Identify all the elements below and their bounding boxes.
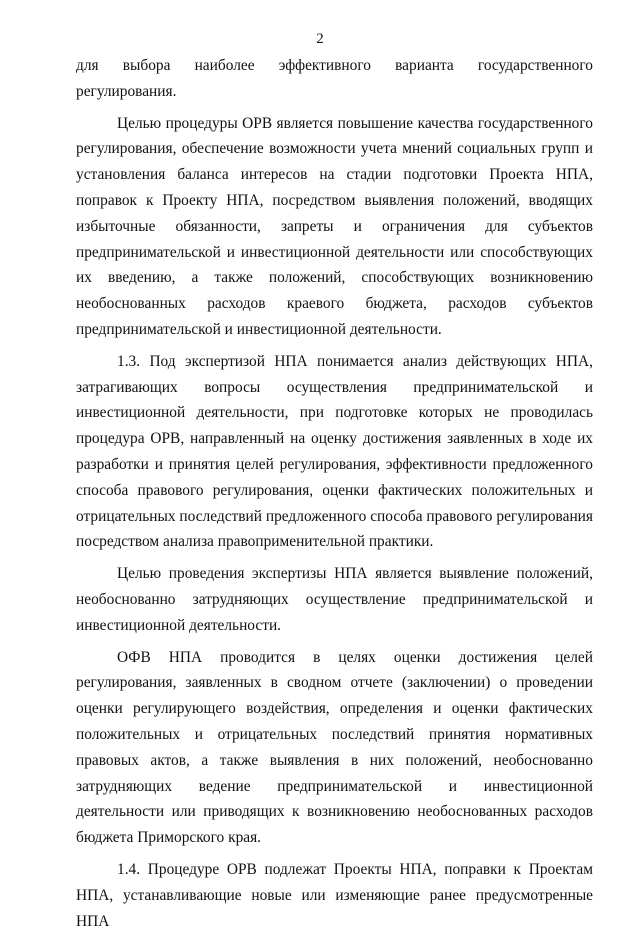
- paragraph-ofv-npa: ОФВ НПА проводится в целях оценки достижения целей регулирования, заявленных в сводном отчете (заключении) о проведении оценки регулирующего воздействия, определения и оценки фактических положительных и отрицательных последствий принятия нормативных правовых актов, а также выявления в них положений, необоснованно затрудняющих ведение предпринимательской и инвестиционной деятельности или приводящих к возникновению необоснованных расходов бюджета Приморского края.: [76, 648, 593, 847]
- paragraph-1-3-expertise: 1.3. Под экспертизой НПА понимается анализ действующих НПА, затрагивающих вопросы осуществления предпринимательской и инвестиционной деятельности, при подготовке которых не проводилась процедура ОРВ, направленный на оценку достижения заявленных в ходе их разработки и принятия целей регулирования, эффективности предложенного способа правового регулирования, оценки фактических положительных и отрицательных последствий предложенного способа правового регулирования посредством анализа правоприменительной практики.: [76, 352, 593, 551]
- page-number: 2: [316, 31, 324, 47]
- paragraph-continuation: для выбора наиболее эффективного варианта государственного регулирования.: [76, 57, 593, 100]
- paragraph-expertise-purpose: Целью проведения экспертизы НПА является выявление положений, необоснованно затрудняющих осуществление предпринимательской и инвестиционной деятельности.: [76, 565, 593, 634]
- paragraph-1-4-orv-subject: 1.4. Процедуре ОРВ подлежат Проекты НПА, поправки к Проектам НПА, устанавливающие новые или изменяющие ранее предусмотренные НПА: [76, 860, 593, 930]
- paragraph-orv-purpose: Целью процедуры ОРВ является повышение качества государственного регулирования, обеспечение возможности учета мнений социальных групп и установления баланса интересов на стадии подготовки Проекта НПА, поправок к Проекту НПА, посредством выявления положений, вводящих избыточные обязанности, запреты и ограничения для субъектов предпринимательской и инвестиционной деятельности или способствующих их введению, а также положений, способствующих возникновению необоснованных расходов краевого бюджета, расходов субъектов предпринимательской и инвестиционной деятельности.: [76, 114, 593, 338]
- document-body: [76, 53, 593, 934]
